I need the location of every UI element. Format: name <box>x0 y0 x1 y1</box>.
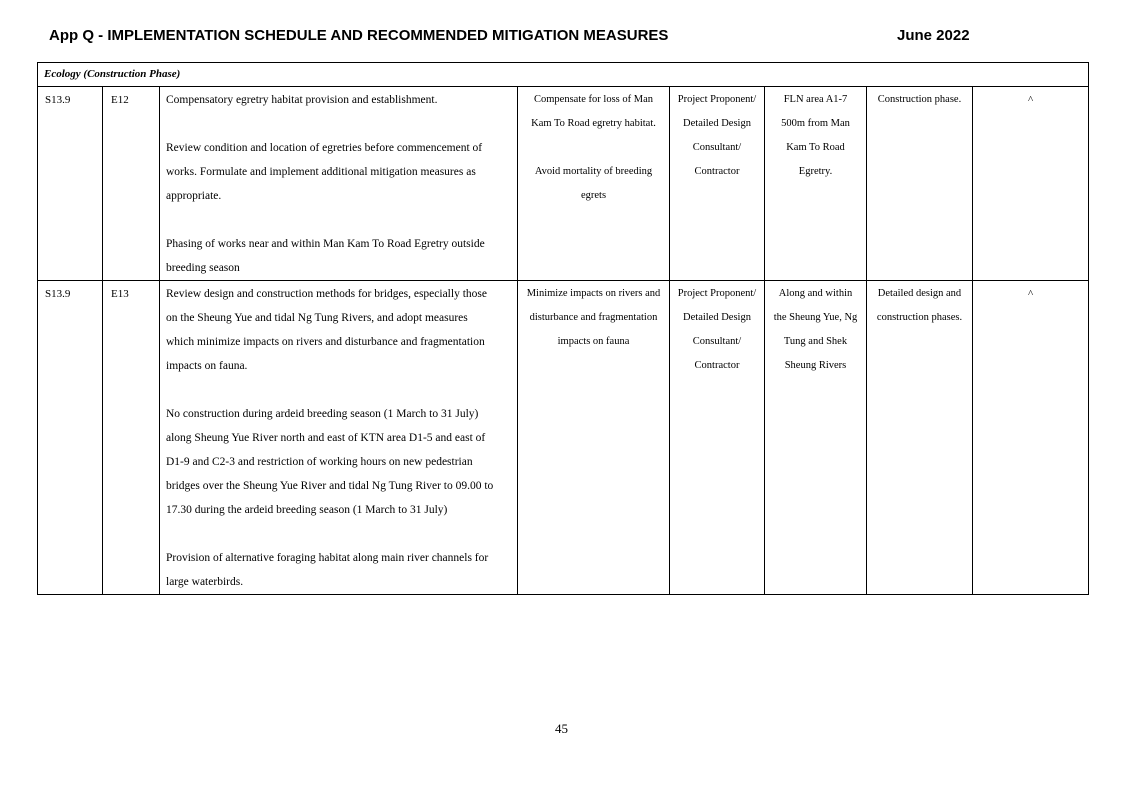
location-cell <box>765 281 867 595</box>
implementation-agent-cell <box>670 281 765 595</box>
objective-text-line: Minimize impacts on rivers and <box>526 288 661 299</box>
mitigation-measures-cell <box>160 87 518 281</box>
measure-text-line: appropriate. <box>166 190 222 202</box>
objective-text-line: Kam To Road egretry habitat. <box>531 118 656 129</box>
agent-text-line: Consultant/ <box>692 336 742 347</box>
paragraph-gap <box>166 378 513 402</box>
objectives-cell <box>518 87 670 281</box>
agent-text-line: Contractor <box>694 360 740 371</box>
paragraph-gap <box>166 112 513 136</box>
location-text-line: FLN area A1-7 <box>783 94 848 105</box>
measure-text-line: Review design and construction methods for bridges, especially those <box>166 288 487 300</box>
timing-text-line: Construction phase. <box>877 94 962 105</box>
objectives-cell <box>518 281 670 595</box>
measure-text-line: Compensatory egretry habitat provision and establishment. <box>166 94 438 106</box>
location-text-line: the Sheung Yue, Ng <box>773 312 858 323</box>
agent-text-line: Project Proponent/ <box>677 94 757 105</box>
measure-text-line: bridges over the Sheung Yue River and tidal Ng Tung River to 09.00 to <box>166 480 494 492</box>
location-text-line: Egretry. <box>798 166 833 177</box>
document-title: App Q - IMPLEMENTATION SCHEDULE AND RECOMMENDED MITIGATION MEASURES <box>49 27 669 44</box>
measure-text-line: D1-9 and C2-3 and restriction of working hours on new pedestrian <box>166 456 473 468</box>
location-text-line: Tung and Shek <box>783 336 848 347</box>
measure-text-line: which minimize impacts on rivers and disturbance and fragmentation <box>166 336 485 348</box>
mitigation-measures-cell <box>160 281 518 595</box>
agent-text-line: Contractor <box>694 166 740 177</box>
timing-text-line: Detailed design and <box>877 288 962 299</box>
agent-text-line: Project Proponent/ <box>677 288 757 299</box>
measure-code-cell: E12 <box>103 87 160 281</box>
measure-text-line: on the Sheung Yue and tidal Ng Tung Rivers, and adopt measures <box>166 312 468 324</box>
location-text-line: Along and within <box>778 288 853 299</box>
location-text-line: Sheung Rivers <box>784 360 847 371</box>
paragraph-gap <box>166 522 513 546</box>
timing-cell <box>867 281 973 595</box>
measure-text-line: Phasing of works near and within Man Kam To Road Egretry outside <box>166 238 485 250</box>
timing-text-line: construction phases. <box>876 312 963 323</box>
agent-text-line: Consultant/ <box>692 142 742 153</box>
section-heading: Ecology (Construction Phase) <box>38 63 1089 87</box>
document-date: June 2022 <box>897 27 970 44</box>
measure-text-line: Review condition and location of egretries before commencement of <box>166 142 483 154</box>
location-text-line: 500m from Man <box>781 118 850 129</box>
location-cell <box>765 87 867 281</box>
agent-text-line: Detailed Design <box>683 118 751 129</box>
objective-text-line: disturbance and fragmentation <box>529 312 658 323</box>
measure-text-line: Provision of alternative foraging habitat along main river channels for <box>166 552 489 564</box>
measure-text-line: large waterbirds. <box>166 576 244 588</box>
measure-text-line: impacts on fauna. <box>166 360 248 372</box>
timing-cell <box>867 87 973 281</box>
implementation-agent-cell <box>670 87 765 281</box>
objective-text-line: egrets <box>580 190 607 201</box>
measure-text-line: 17.30 during the ardeid breeding season (1 March to 31 July) <box>166 504 448 516</box>
status-cell: ^ <box>973 281 1089 595</box>
eia-reference-cell: S13.9 <box>38 281 103 595</box>
measure-text-line: breeding season <box>166 262 240 274</box>
agent-text-line: Detailed Design <box>683 312 751 323</box>
objective-text-line: Avoid mortality of breeding <box>534 166 653 177</box>
measure-text-line: along Sheung Yue River north and east of KTN area D1-5 and east of <box>166 432 486 444</box>
implementation-schedule-table <box>37 62 1089 595</box>
page-number: 45 <box>555 721 568 736</box>
paragraph-gap <box>166 208 513 232</box>
location-text-line: Kam To Road <box>786 142 845 153</box>
measure-text-line: works. Formulate and implement additional mitigation measures as <box>166 166 476 178</box>
measure-text-line: No construction during ardeid breeding season (1 March to 31 July) <box>166 408 479 420</box>
table-row <box>38 281 1089 595</box>
table-row <box>38 87 1089 281</box>
objective-text-line: Compensate for loss of Man <box>534 94 653 105</box>
objective-text-line: impacts on fauna <box>557 336 630 347</box>
measure-code-cell: E13 <box>103 281 160 595</box>
paragraph-gap <box>518 136 669 160</box>
status-cell: ^ <box>973 87 1089 281</box>
eia-reference-cell: S13.9 <box>38 87 103 281</box>
